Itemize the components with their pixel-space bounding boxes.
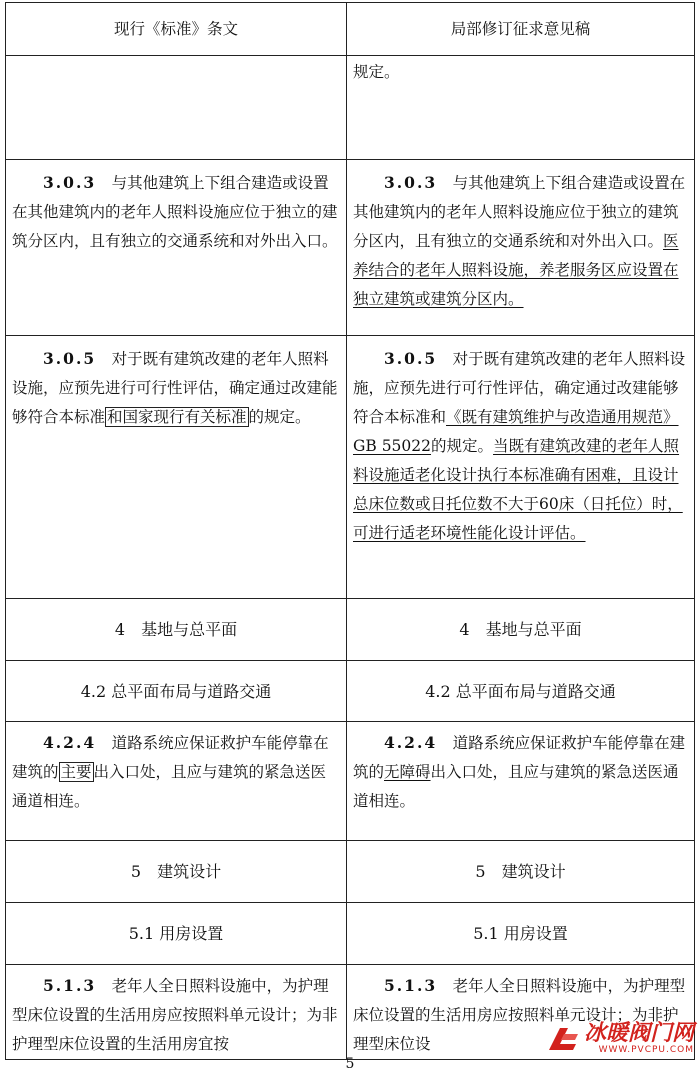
clause-number: 3.0.3: [43, 173, 97, 192]
clause-text: 老年人全日照料设施中，为护理型床位设置的生活用房应按照料单元设计；为非护理型床位设: [353, 977, 686, 1053]
table-row: [6, 599, 695, 661]
chapter-heading: 5 建筑设计: [347, 841, 695, 903]
header-current-standard: 现行《标准》条文: [6, 3, 347, 56]
clause-3-0-3-current: [6, 160, 347, 336]
added-text: 医养结合的老年人照料设施，养老服务区应设置在独立建筑或建筑分区内。: [353, 232, 679, 308]
chapter-heading: 4 基地与总平面: [347, 599, 695, 661]
clause-3-0-5-current: [6, 336, 347, 599]
chapter-heading: 4 基地与总平面: [6, 599, 347, 661]
page-number: 5: [345, 1056, 355, 1072]
watermark: [546, 1023, 694, 1055]
clause-number: 3.0.5: [384, 349, 438, 368]
cell-empty: [6, 56, 347, 160]
clause-text-mid: 的规定。: [431, 437, 494, 455]
clause-text: 老年人全日照料设施中，为护理型床位设置的生活用房应按照料单元设计；为非护理型床位设置的生活用房宜按: [12, 977, 338, 1053]
clause-text-tail: 的规定。: [248, 408, 311, 426]
clause-4-2-4-current: [6, 722, 347, 841]
clause-text: 与其他建筑上下组合建造或设置在其他建筑内的老年人照料设施应位于独立的建筑分区内，且有独立的交通系统和对外出入口。: [353, 174, 686, 250]
clause-number: 3.0.3: [384, 173, 438, 192]
table-row: [6, 841, 695, 903]
clause-text: 对于既有建筑改建的老年人照料设施，应预先进行可行性评估，确定通过改建能够符合本标准和: [353, 350, 686, 426]
added-text: 无障碍: [384, 763, 431, 781]
table-row: [6, 903, 695, 965]
clause-number: 4.2.4: [43, 733, 97, 752]
header-revision-draft: 局部修订征求意见稿: [347, 3, 695, 56]
table-row: [6, 661, 695, 722]
comparison-table: [5, 2, 695, 1060]
clause-5-1-3-current: [6, 965, 347, 1060]
table-row: [6, 722, 695, 841]
watermark-url: WWW.PVCPU.COM: [598, 1045, 694, 1055]
chapter-heading: 5 建筑设计: [6, 841, 347, 903]
added-text: 《既有建筑维护与改造通用规范》GB 55022: [353, 408, 679, 455]
clause-number: 5.1.3: [43, 976, 97, 995]
clause-4-2-4-revised: [347, 722, 695, 841]
table-row: [6, 336, 695, 599]
section-heading: 5.1 用房设置: [347, 903, 695, 965]
continued-text: 规定。: [353, 63, 400, 81]
table-row: [6, 160, 695, 336]
cell-continued-text: [347, 56, 695, 160]
section-heading: 4.2 总平面布局与道路交通: [347, 661, 695, 722]
clause-text: 道路系统应保证救护车能停靠在建筑的: [353, 734, 686, 781]
section-heading: 4.2 总平面布局与道路交通: [6, 661, 347, 722]
clause-text-tail: 出入口处，且应与建筑的紧急送医通道相连。: [12, 763, 327, 810]
clause-text-tail: 出入口处，且应与建筑的紧急送医通道相连。: [353, 763, 679, 810]
table-row: [6, 56, 695, 160]
watermark-logo-icon: [546, 1024, 580, 1054]
clause-3-0-5-revised: [347, 336, 695, 599]
header-row: [6, 3, 695, 56]
clause-text: 对于既有建筑改建的老年人照料设施，应预先进行可行性评估，确定通过改建能够符合本标准: [12, 350, 338, 426]
clause-text: 与其他建筑上下组合建造或设置在其他建筑内的老年人照料设施应位于独立的建筑分区内，且有独立的交通系统和对外出入口。: [12, 174, 338, 250]
section-heading: 5.1 用房设置: [6, 903, 347, 965]
clause-text: 道路系统应保证救护车能停靠在建筑的: [12, 734, 329, 781]
clause-3-0-3-revised: [347, 160, 695, 336]
watermark-text: 冰暖阀门网: [583, 1021, 694, 1046]
deleted-text-box: 和国家现行有关标准: [107, 408, 247, 426]
clause-number: 5.1.3: [384, 976, 438, 995]
added-text: 当既有建筑改建的老年人照料设施适老化设计执行本标准确有困难，且设计总床位数或日托位数不大于60床（日托位）时，可进行适老环境性能化设计评估。: [353, 437, 683, 542]
clause-number: 3.0.5: [43, 349, 97, 368]
deleted-text-box: 主要: [60, 763, 92, 781]
clause-number: 4.2.4: [384, 733, 438, 752]
